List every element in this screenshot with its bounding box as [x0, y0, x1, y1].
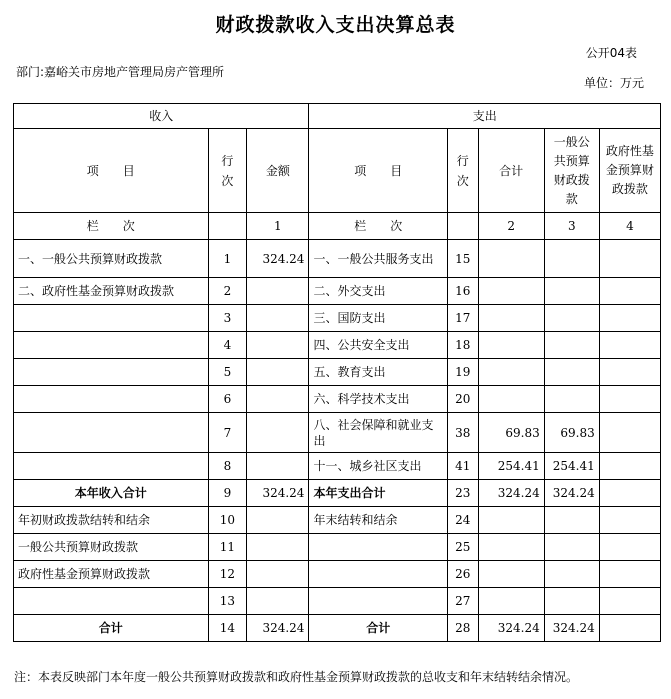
- gov-fund-cell: [599, 588, 660, 615]
- expense-item-cell: [309, 534, 448, 561]
- expense-line-cell: 19: [447, 359, 478, 386]
- income-line-cell: 7: [208, 413, 247, 453]
- expense-line-cell: 18: [447, 332, 478, 359]
- income-item-cell: 年初财政拨款结转和结余: [14, 507, 209, 534]
- income-line-cell: 8: [208, 453, 247, 480]
- expense-total-cell: [478, 359, 544, 386]
- table-row: [14, 480, 661, 507]
- gov-fund-cell: [599, 278, 660, 305]
- expense-line-cell: 28: [447, 615, 478, 642]
- expense-total-cell: [478, 386, 544, 413]
- gov-fund-cell: [599, 305, 660, 332]
- expense-item-cell: 一、一般公共服务支出: [309, 240, 448, 278]
- column-label-left: 栏 次: [14, 213, 209, 240]
- general-budget-cell: [544, 332, 599, 359]
- form-number: 公开04表: [585, 46, 637, 60]
- expense-item-cell: 本年支出合计: [309, 480, 448, 507]
- expense-header: 支出: [309, 104, 661, 129]
- expense-total-cell: [478, 588, 544, 615]
- general-budget-cell: [544, 240, 599, 278]
- income-amount-cell: [247, 534, 309, 561]
- table-row: [14, 240, 661, 278]
- income-header: 收入: [14, 104, 309, 129]
- general-budget-cell: 324.24: [544, 615, 599, 642]
- expense-item-cell: 六、科学技术支出: [309, 386, 448, 413]
- income-line-cell: 10: [208, 507, 247, 534]
- expense-line-cell: 23: [447, 480, 478, 507]
- income-item-cell: [14, 359, 209, 386]
- income-item-cell: 本年收入合计: [14, 480, 209, 507]
- income-amount-cell: 324.24: [247, 480, 309, 507]
- income-amount-cell: [247, 386, 309, 413]
- expense-item-cell: 十一、城乡社区支出: [309, 453, 448, 480]
- empty-cell: [208, 213, 247, 240]
- expense-line-cell: 24: [447, 507, 478, 534]
- expense-total-cell: [478, 332, 544, 359]
- table-row: [14, 332, 661, 359]
- column-index-2: 2: [478, 213, 544, 240]
- general-budget-cell: 324.24: [544, 480, 599, 507]
- general-budget-cell: [544, 534, 599, 561]
- expense-line-cell: 17: [447, 305, 478, 332]
- empty-cell: [447, 213, 478, 240]
- header-row-sections: [14, 104, 661, 129]
- gov-fund-cell: [599, 240, 660, 278]
- column-index-4: 4: [599, 213, 660, 240]
- income-item-cell: [14, 588, 209, 615]
- expense-total-cell: 324.24: [478, 480, 544, 507]
- expense-total-cell: [478, 561, 544, 588]
- expense-item-header: 项 目: [309, 129, 448, 213]
- expense-item-cell: 二、外交支出: [309, 278, 448, 305]
- expense-item-cell: 八、社会保障和就业支出: [309, 413, 448, 453]
- expense-item-cell: [309, 588, 448, 615]
- table-row: [14, 305, 661, 332]
- fiscal-summary-table: [13, 103, 661, 642]
- income-item-cell: 一般公共预算财政拨款: [14, 534, 209, 561]
- column-index-row: [14, 213, 661, 240]
- gov-fund-cell: [599, 386, 660, 413]
- general-budget-cell: [544, 278, 599, 305]
- table-row: [14, 278, 661, 305]
- gov-fund-cell: [599, 534, 660, 561]
- income-line-cell: 11: [208, 534, 247, 561]
- income-amount-cell: 324.24: [247, 240, 309, 278]
- income-item-cell: 二、政府性基金预算财政拨款: [14, 278, 209, 305]
- gov-fund-cell: [599, 332, 660, 359]
- income-item-cell: [14, 413, 209, 453]
- column-index-3: 3: [544, 213, 599, 240]
- expense-total-cell: [478, 507, 544, 534]
- expense-item-cell: [309, 561, 448, 588]
- expense-line-cell: 41: [447, 453, 478, 480]
- column-index-1: 1: [247, 213, 309, 240]
- expense-item-cell: 年末结转和结余: [309, 507, 448, 534]
- expense-line-cell: 15: [447, 240, 478, 278]
- footnote: 注：本表反映部门本年度一般公共预算财政拨款和政府性基金预算财政拨款的总收支和年末结转结余情况。: [14, 670, 579, 684]
- expense-total-cell: 254.41: [478, 453, 544, 480]
- page-title: 财政拨款收入支出决算总表: [215, 14, 456, 36]
- column-label-right: 栏 次: [309, 213, 448, 240]
- income-amount-cell: 324.24: [247, 615, 309, 642]
- income-item-cell: 政府性基金预算财政拨款: [14, 561, 209, 588]
- income-amount-cell: [247, 359, 309, 386]
- income-amount-cell: [247, 561, 309, 588]
- income-amount-cell: [247, 413, 309, 453]
- gov-fund-cell: [599, 480, 660, 507]
- expense-line-header: 行次: [447, 129, 478, 213]
- gov-fund-cell: [599, 453, 660, 480]
- income-amount-cell: [247, 507, 309, 534]
- expense-item-cell: 合计: [309, 615, 448, 642]
- expense-total-cell: [478, 534, 544, 561]
- income-item-cell: [14, 305, 209, 332]
- income-amount-cell: [247, 278, 309, 305]
- general-budget-cell: 254.41: [544, 453, 599, 480]
- income-line-cell: 3: [208, 305, 247, 332]
- gov-fund-header: 政府性基金预算财政拨款: [599, 129, 660, 213]
- general-budget-cell: [544, 359, 599, 386]
- general-budget-cell: [544, 305, 599, 332]
- general-budget-cell: [544, 507, 599, 534]
- income-item-cell: [14, 386, 209, 413]
- table-row: [14, 615, 661, 642]
- income-line-cell: 12: [208, 561, 247, 588]
- table-row: [14, 386, 661, 413]
- table-row: [14, 507, 661, 534]
- income-amount-cell: [247, 453, 309, 480]
- expense-item-cell: 四、公共安全支出: [309, 332, 448, 359]
- expense-line-cell: 38: [447, 413, 478, 453]
- income-item-cell: [14, 332, 209, 359]
- gov-fund-cell: [599, 507, 660, 534]
- gov-fund-cell: [599, 413, 660, 453]
- gov-fund-cell: [599, 561, 660, 588]
- general-budget-cell: [544, 386, 599, 413]
- income-line-cell: 6: [208, 386, 247, 413]
- table-row: [14, 359, 661, 386]
- income-amount-cell: [247, 305, 309, 332]
- expense-total-cell: [478, 305, 544, 332]
- income-item-cell: 一、一般公共预算财政拨款: [14, 240, 209, 278]
- expense-total-header: 合计: [478, 129, 544, 213]
- income-amount-cell: [247, 588, 309, 615]
- income-line-cell: 5: [208, 359, 247, 386]
- general-budget-cell: 69.83: [544, 413, 599, 453]
- table-row: [14, 588, 661, 615]
- header-row-columns: [14, 129, 661, 213]
- expense-line-cell: 25: [447, 534, 478, 561]
- expense-line-cell: 26: [447, 561, 478, 588]
- gov-fund-cell: [599, 359, 660, 386]
- expense-line-cell: 27: [447, 588, 478, 615]
- income-item-cell: 合计: [14, 615, 209, 642]
- income-line-cell: 9: [208, 480, 247, 507]
- general-budget-header: 一般公共预算财政拨款: [544, 129, 599, 213]
- table-row: [14, 413, 661, 453]
- income-amount-cell: [247, 332, 309, 359]
- income-line-header: 行次: [208, 129, 247, 213]
- expense-line-cell: 20: [447, 386, 478, 413]
- department-label: 部门:嘉峪关市房地产管理局房产管理所: [16, 65, 225, 79]
- income-item-cell: [14, 453, 209, 480]
- expense-item-cell: 五、教育支出: [309, 359, 448, 386]
- income-line-cell: 13: [208, 588, 247, 615]
- expense-total-cell: [478, 240, 544, 278]
- general-budget-cell: [544, 561, 599, 588]
- table-row: [14, 453, 661, 480]
- income-amount-header: 金额: [247, 129, 309, 213]
- table-row: [14, 534, 661, 561]
- expense-total-cell: 324.24: [478, 615, 544, 642]
- income-item-header: 项 目: [14, 129, 209, 213]
- gov-fund-cell: [599, 615, 660, 642]
- expense-line-cell: 16: [447, 278, 478, 305]
- unit-label: 单位：万元: [583, 76, 644, 90]
- income-line-cell: 1: [208, 240, 247, 278]
- expense-total-cell: [478, 278, 544, 305]
- expense-item-cell: 三、国防支出: [309, 305, 448, 332]
- income-line-cell: 4: [208, 332, 247, 359]
- expense-total-cell: 69.83: [478, 413, 544, 453]
- table-row: [14, 561, 661, 588]
- income-line-cell: 14: [208, 615, 247, 642]
- income-line-cell: 2: [208, 278, 247, 305]
- general-budget-cell: [544, 588, 599, 615]
